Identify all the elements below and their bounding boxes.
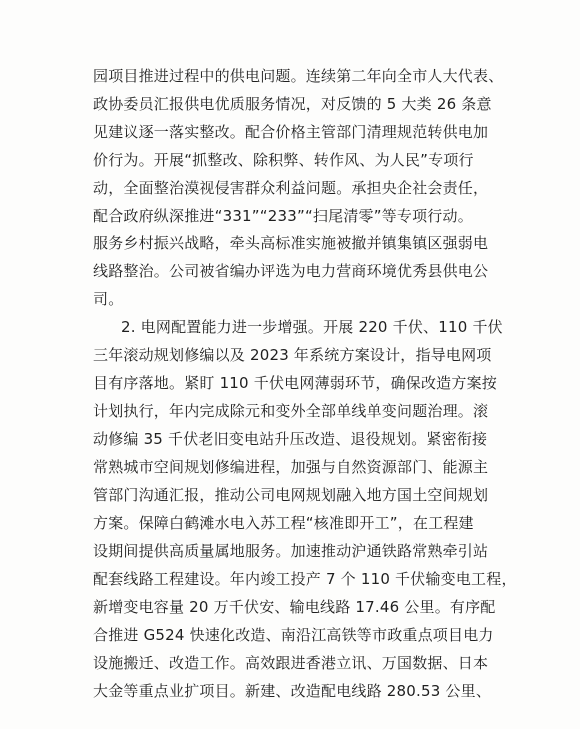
text-line: 管部门沟通汇报，推动公司电网规划融入地方国土空间规划 bbox=[93, 486, 489, 504]
text-line: 司。 bbox=[93, 290, 124, 308]
text-line: 配套线路工程建设。年内竣工投产 7 个 110 千伏输变电工程， bbox=[93, 570, 517, 588]
text-line: 目有序落地。紧盯 110 千伏电网薄弱环节，确保改造方案按 bbox=[93, 374, 497, 392]
section-heading-line: 2. 电网配置能力进一步增强。开展 220 千伏、110 千伏 bbox=[121, 318, 503, 336]
text-line: 线路整治。公司被省编办评选为电力营商环境优秀县供电公 bbox=[93, 262, 489, 280]
text-line: 三年滚动规划修编以及 2023 年系统方案设计，指导电网项 bbox=[93, 346, 492, 364]
text-line: 价行为。开展“抓整改、除积弊、转作风、为人民”专项行 bbox=[93, 151, 474, 169]
text-line: 园项目推进过程中的供电问题。连续第二年向全市人大代表、 bbox=[93, 67, 504, 85]
text-line: 设施搬迁、改造工作。高效跟进香港立讯、万国数据、日本 bbox=[93, 654, 489, 672]
text-line: 常熟城市空间规划修编进程，加强与自然资源部门、能源主 bbox=[93, 458, 489, 476]
text-line: 方案。保障白鹤滩水电入苏工程“核准即开工”，在工程建 bbox=[93, 514, 474, 532]
text-line: 计划执行，年内完成除元和变外全部单线单变问题治理。滚 bbox=[93, 402, 489, 420]
text-line: 服务乡村振兴战略，牵头高标准实施被撤并镇集镇区强弱电 bbox=[93, 234, 489, 252]
text-line: 合推进 G524 快速化改造、南沿江高铁等市政重点项目电力 bbox=[93, 626, 494, 644]
text-line: 动修编 35 千伏老旧变电站升压改造、退役规划。紧密衔接 bbox=[93, 430, 488, 448]
text-line: 设期间提供高质量属地服务。加速推动沪通铁路常熟牵引站 bbox=[93, 542, 489, 560]
text-line: 见建议逐一落实整改。配合价格主管部门清理规范转供电加 bbox=[93, 123, 489, 141]
text-line: 配合政府纵深推进“331”“233”“扫尾清零”等专项行动。 bbox=[93, 207, 473, 225]
text-line: 动，全面整治漠视侵害群众利益问题。承担央企社会责任， bbox=[93, 179, 489, 197]
text-line: 新增变电容量 20 万千伏安、输电线路 17.46 公里。有序配 bbox=[93, 598, 496, 616]
text-line: 大金等重点业扩项目。新建、改造配电线路 280.53 公里、 bbox=[93, 682, 492, 700]
text-line: 政协委员汇报供电优质服务情况，对反馈的 5 大类 26 条意 bbox=[93, 95, 492, 113]
